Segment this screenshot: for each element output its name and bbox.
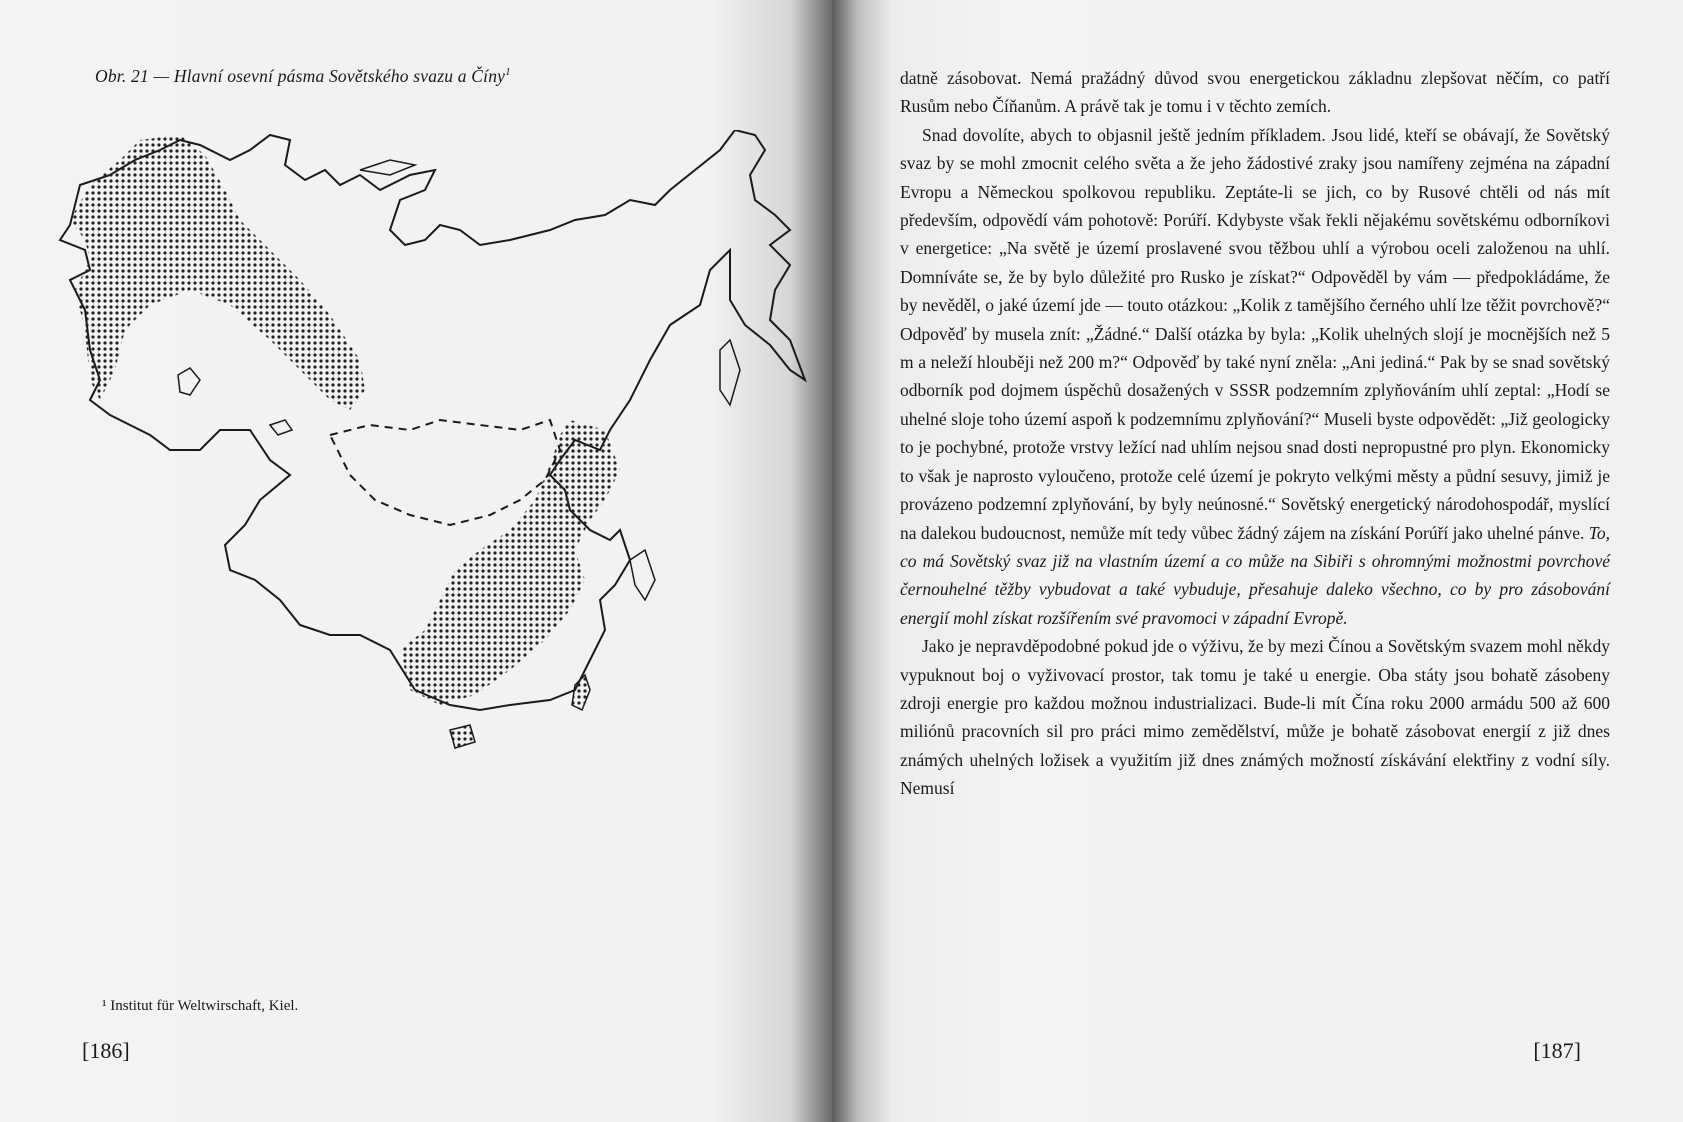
right-page	[832, 0, 1683, 1122]
paragraph-1: datně zásobovat. Nemá pražádný důvod svou energetickou základnu zlepšovat něčím, co patří Rusům nebo Číňanům. A právě tak je tomu i v těchto zemích.	[900, 68, 1610, 117]
page-number-left: [186]	[82, 1038, 130, 1063]
caspian-sea	[178, 368, 200, 395]
italic-emphasis: To, co má Sovětský svaz již na vlastním území a co může na Sibiři s ohromnými možnostmi povrchové černouhelné těžby vybudovat a také vybuduje, přesahuje daleko všechno, co by pro zásobování energií mohl získat rozšířením své pravomoci v západní Evropě.	[900, 522, 1610, 628]
paragraph-3: Jako je nepravděpodobné pokud jde o výživu, že by mezi Čínou a Sovětským svazem mohl někdy vypuknout boj o vyživovací prostor, tak tomu je také u energie. Oba státy jsou bohatě zásobeny zdroji energie pro každou možnou industrializaci. Bude-li mít Čína roku 2000 armádu 500 až 600 miliónů pracovních sil pro práci mimo zemědělství, může je bohatě zásobovat energií z již dnes známých uhelných ložisek a využitím již dnes známých možností získávání elektřiny z vodní síly. Nemusí	[900, 636, 1610, 799]
page-number-right: [187]	[1533, 1038, 1581, 1063]
mongolia-dashed-border	[330, 420, 560, 525]
aral-sea	[270, 420, 292, 435]
sakhalin-island	[720, 340, 740, 405]
body-text	[900, 64, 1610, 803]
paragraph-2: Snad dovolíte, abych to objasnil ještě jedním příkladem. Jsou lidé, kteří se obávají, že Sovětský svaz by se mohl zmocnit celého světa a že jeho žádostivé zraky jsou namířeny zejména na západní Evropu a Německou spolkovou republiku. Zeptáte-li se jich, co by Rusové chtěli od nás mít především, odpovědí vám pohotově: Porúří. Kdybyste však řekli nějakému sovětskému odborníkovi v energetice: „Na světě je území proslavené svou těžbou uhlí a výrobou oceli založenou na uhlí. Domníváte se, že by bylo důležité pro Rusko je získat?“ Odpověděl by vám — předpokládáme, že by nevěděl, o jaké území jde — touto otázkou: „Kolik z tamějšího černého uhlí lze těžit povrchově?“ Odpověď by musela znít: „Žádné.“ Další otázka by byla: „Kolik uhelných slojí je mocnějších než 5 m a neleží hlouběji než 200 m?“ Odpověď by také nyní zněla: „Ani jediná.“ Pak by se snad sovětský odborník pod dojmem úspěchů dosažených v SSSR podzemním zplyňováním uhlí zeptal: „Hodí se uhelné sloje toho území aspoň k podzemnímu zplyňování?“ Museli byste odpovědět: „Již geologicky to je pochybné, protože vrstvy ležící nad uhlím nejsou snad dosti nepropustné pro plyn. Ekonomicky to však je naprosto vyloučeno, protože celé území je pokryto velkými městy a půdní sesuvy, jimiž je provázeno podzemní zplyňování, by byly neúnosné.“ Sovětský energetický národohospodář, myslící na dalekou budoucnost, nemůže mít tedy vůbec žádný zájem na získání Porúří jako uhelné pánve. To, co má Sovětský svaz již na vlastním území a co může na Sibiři s ohromnými možnostmi povrchové černouhelné těžby vybudovat a také vybuduje, přesahuje daleko všechno, co by pro zásobování energií mohl získat rozšířením své pravomoci v západní Evropě.	[900, 124, 1610, 628]
left-page	[0, 0, 832, 1122]
figure-caption: Obr. 21 — Hlavní osevní pásma Sovětského svazu a Číny$^1$	[95, 66, 511, 86]
footnote: ¹ Institut für Weltwirschaft, Kiel.	[102, 998, 299, 1014]
japan-island	[630, 550, 655, 600]
hainan-island	[450, 725, 475, 748]
taiwan-island	[572, 675, 590, 710]
china-sowing-zone	[400, 420, 620, 705]
ussr-china-map	[30, 130, 820, 830]
novaya-zemlya	[360, 160, 415, 175]
ussr-sowing-belt	[70, 135, 365, 410]
